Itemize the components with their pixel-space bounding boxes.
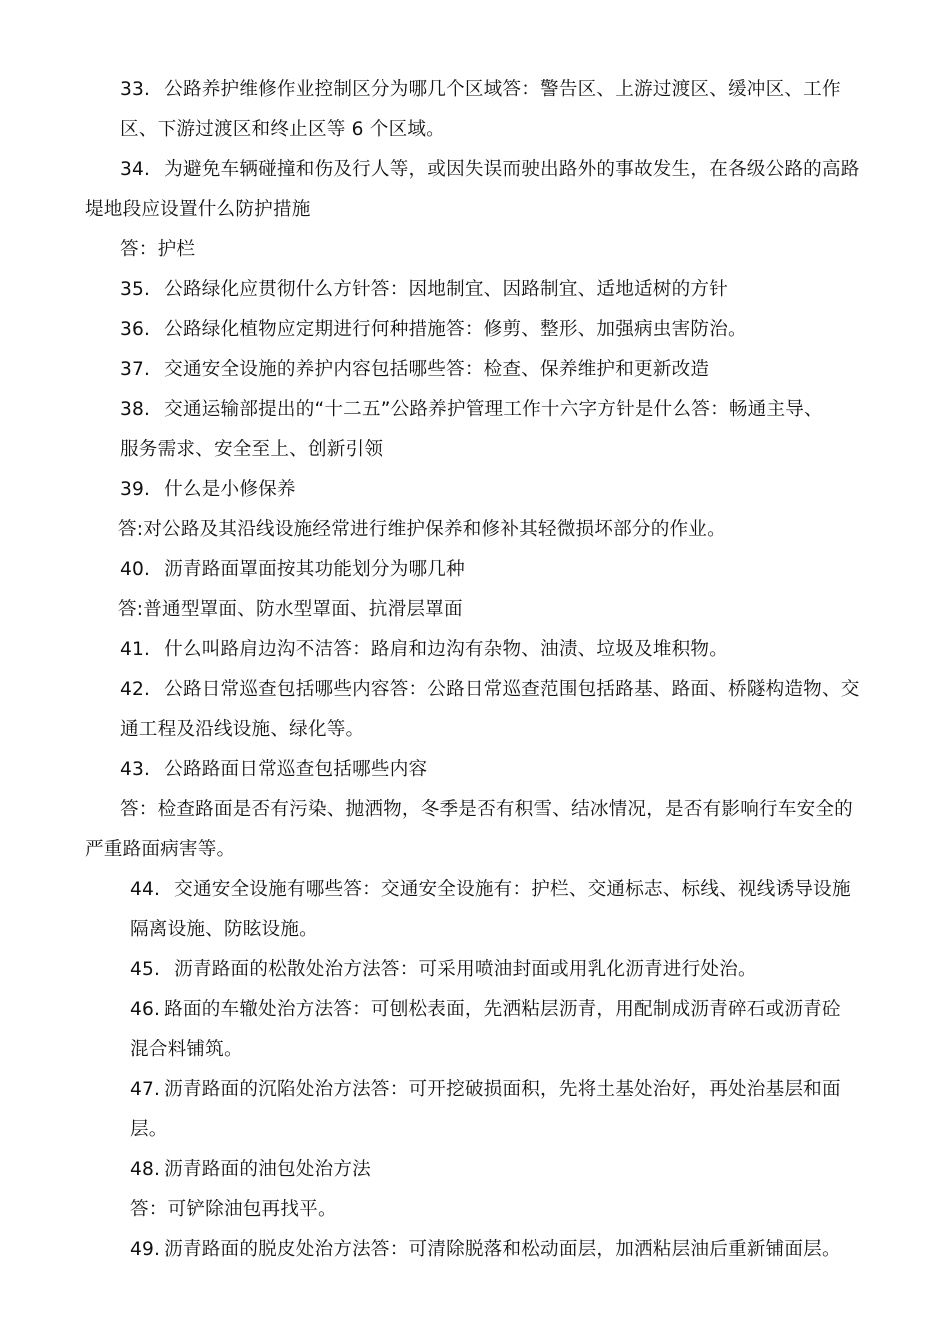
question-text: 什么叫路肩边沟不洁答：路肩和边沟有杂物、油渍、垃圾及堆积物。 <box>164 639 728 660</box>
item-number: 40. <box>120 559 151 580</box>
question-text: 沥青路面罩面按其功能划分为哪几种 <box>164 559 465 580</box>
question-text: 交通安全设施的养护内容包括哪些答：检查、保养维护和更新改造 <box>164 359 710 380</box>
item-number: 42. <box>120 679 151 700</box>
continuation-line: 堤地段应设置什么防护措施 <box>85 199 311 220</box>
item-number: 36. <box>120 319 151 340</box>
answer-line: 答：可铲除油包再找平。 <box>130 1199 337 1220</box>
item-number: 38. <box>120 399 151 420</box>
question-text: 公路绿化植物应定期进行何种措施答：修剪、整形、加强病虫害防治。 <box>164 319 747 340</box>
question-35 <box>120 277 728 303</box>
answer-line: 答：检查路面是否有污染、抛洒物，冬季是否有积雪、结冰情况，是否有影响行车安全的 <box>120 799 853 820</box>
item-number: 46. <box>130 999 161 1020</box>
item-number: 35. <box>120 279 151 300</box>
question-text: 路面的车辙处治方法答：可刨松表面，先洒粘层沥青，用配制成沥青碎石或沥青砼 <box>164 999 841 1020</box>
question-text: 什么是小修保养 <box>164 479 296 500</box>
question-text: 公路绿化应贯彻什么方针答：因地制宜、因路制宜、适地适树的方针 <box>164 279 728 300</box>
question-text: 交通安全设施有哪些答：交通安全设施有：护栏、交通标志、标线、视线诱导设施 <box>174 879 851 900</box>
question-42 <box>120 677 860 703</box>
item-number: 49. <box>130 1239 161 1260</box>
item-number: 34. <box>120 159 151 180</box>
question-text: 沥青路面的松散处治方法答：可采用喷油封面或用乳化沥青进行处治。 <box>174 959 757 980</box>
question-text: 交通运输部提出的“十二五”公路养护管理工作十六字方针是什么答：畅通主导、 <box>164 399 823 420</box>
question-45 <box>130 957 757 983</box>
question-text: 公路养护维修作业控制区分为哪几个区域答：警告区、上游过渡区、缓冲区、工作 <box>164 79 841 100</box>
question-36 <box>120 317 747 343</box>
question-38 <box>120 397 823 423</box>
item-number: 48. <box>130 1159 161 1180</box>
question-47 <box>130 1077 841 1103</box>
question-40 <box>120 557 465 583</box>
question-41 <box>120 637 728 663</box>
item-number: 41. <box>120 639 151 660</box>
question-44 <box>130 877 851 903</box>
question-48 <box>130 1157 371 1183</box>
question-39 <box>120 477 296 503</box>
answer-line: 答：护栏 <box>120 239 196 260</box>
continuation-line: 混合料铺筑。 <box>130 1039 243 1060</box>
question-46 <box>130 997 841 1023</box>
question-text: 沥青路面的油包处治方法 <box>164 1159 371 1180</box>
item-number: 39. <box>120 479 151 500</box>
item-number: 43. <box>120 759 151 780</box>
question-33 <box>120 77 841 103</box>
question-text: 公路路面日常巡查包括哪些内容 <box>164 759 428 780</box>
continuation-line: 区、下游过渡区和终止区等 6 个区域。 <box>120 119 445 140</box>
continuation-line: 严重路面病害等。 <box>85 839 236 860</box>
continuation-line: 服务需求、安全至上、创新引领 <box>120 439 384 460</box>
question-text: 公路日常巡查包括哪些内容答：公路日常巡查范围包括路基、路面、桥隧构造物、交 <box>164 679 860 700</box>
continuation-line: 通工程及沿线设施、绿化等。 <box>120 719 365 740</box>
question-43 <box>120 757 427 783</box>
question-text: 沥青路面的脱皮处治方法答：可清除脱落和松动面层，加洒粘层油后重新铺面层。 <box>164 1239 841 1260</box>
item-number: 45. <box>130 959 161 980</box>
continuation-line: 层。 <box>130 1119 168 1140</box>
item-number: 47. <box>130 1079 161 1100</box>
continuation-line: 隔离设施、防眩设施。 <box>130 919 318 940</box>
item-number: 44. <box>130 879 161 900</box>
question-text: 为避免车辆碰撞和伤及行人等，或因失误而驶出路外的事故发生，在各级公路的高路 <box>164 159 860 180</box>
answer-line: 答:普通型罩面、防水型罩面、抗滑层罩面 <box>118 599 463 620</box>
question-49 <box>130 1237 841 1263</box>
question-text: 沥青路面的沉陷处治方法答：可开挖破损面积，先将土基处治好，再处治基层和面 <box>164 1079 841 1100</box>
answer-line: 答:对公路及其沿线设施经常进行维护保养和修补其轻微损坏部分的作业。 <box>118 519 726 540</box>
item-number: 33. <box>120 79 151 100</box>
question-37 <box>120 357 709 383</box>
item-number: 37. <box>120 359 151 380</box>
question-34 <box>120 157 860 183</box>
